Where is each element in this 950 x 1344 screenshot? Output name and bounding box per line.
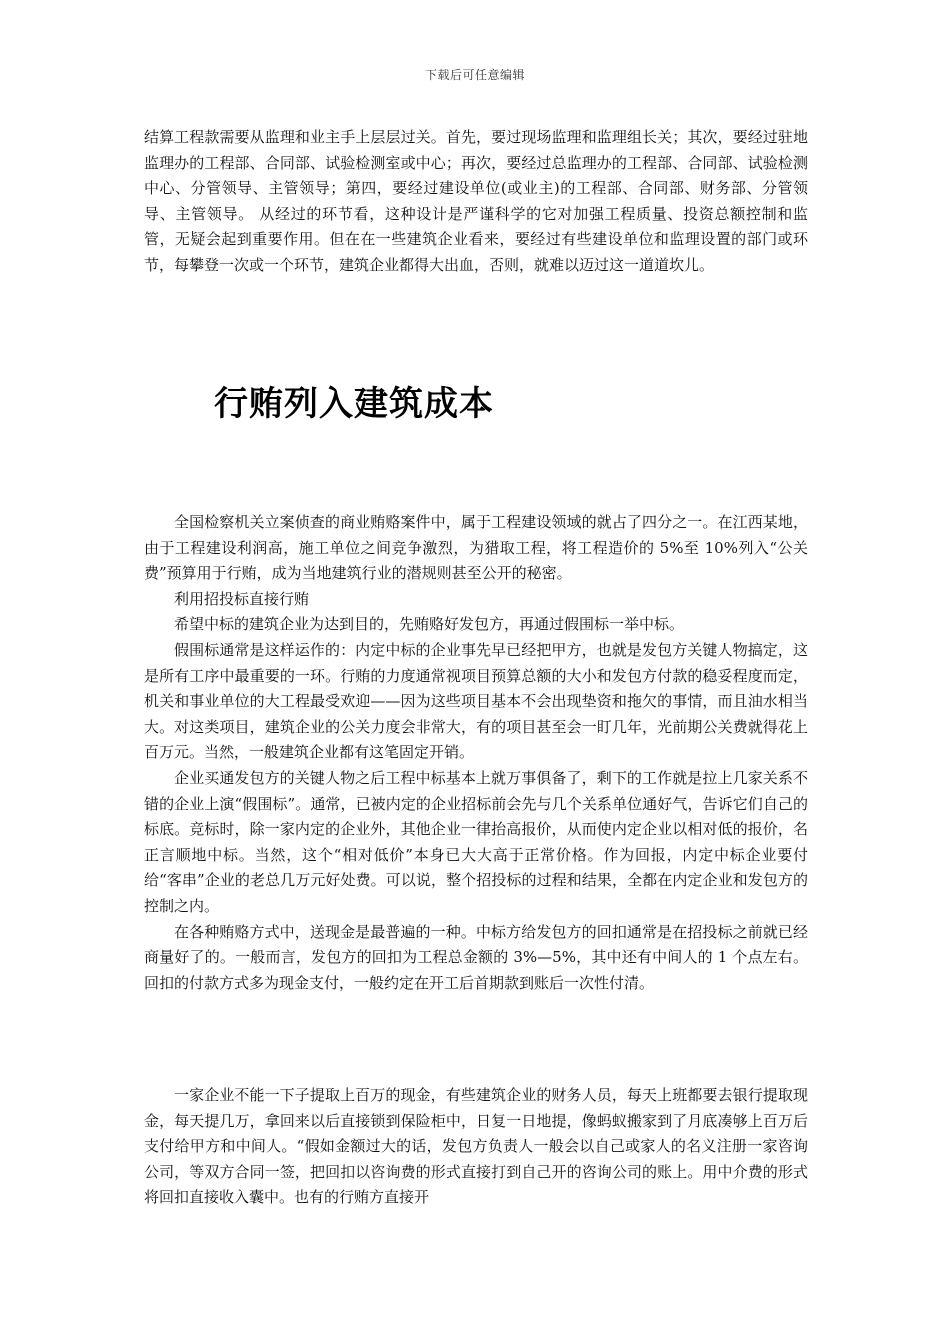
paragraph: 假围标通常是这样运作的：内定中标的企业事先早已经把甲方，也就是发包方关键人物搞定，这是所有工序中最重要的一环。行贿的力度通常视项目预算总额的大小和发包方付款的稳妥程度而定，机关和事业单位的大工程最受欢迎——因为这些项目基本不会出现垫资和拖欠的事情，而且油水相当大。对这类项目，建筑企业的公关力度会非常大，有的项目甚至会一盯几年，光前期公关费就得花上百万元。当然，一般建筑企业都有这笔固定开销。 — [144, 640, 808, 762]
paragraph: 希望中标的建筑企业为达到目的，先贿赂好发包方，再通过假围标一举中标。 — [174, 615, 685, 634]
section-title: 行贿列入建筑成本 — [214, 384, 494, 424]
section-body — [144, 510, 808, 996]
subheading-paragraph: 利用招投标直接行贿 — [174, 589, 310, 608]
closing-paragraph: 一家企业不能一下子提取上百万的现金，有些建筑企业的财务人员，每天上班都要去银行提取现金，每天提几万，拿回来以后直接锁到保险柜中，日复一日地提，像蚂蚁搬家到了月底凑够上百万后支付给甲方和中间人。“假如金额过大的话，发包方负责人一般会以自己或家人的名义注册一家咨询公司，等双方合同一签，把回扣以咨询费的形式直接打到自己开的咨询公司的账上。用中介费的形式将回扣直接收入囊中。也有的行贿方直接开 — [144, 1086, 808, 1207]
paragraph: 企业买通发包方的关键人物之后工程中标基本上就万事俱备了，剩下的工作就是拉上几家关系不错的企业上演“假围标”。通常，已被内定的企业招标前会先与几个关系单位通好气，告诉它们自己的标底。竞标时，除一家内定的企业外，其他企业一律抬高报价，从而使内定企业以相对低的报价，名正言顺地中标。当然，这个“相对低价”本身已大大高于正常价格。作为回报，内定中标企业要付给“客串”企业的老总几万元好处费。可以说，整个招投标的过程和结果，全都在内定企业和发包方的控制之内。 — [144, 768, 808, 915]
paragraph: 在各种贿赂方式中，送现金是最普遍的一种。中标方给发包方的回扣通常是在招投标之前就已经商量好了的。一般而言，发包方的回扣为工程总金额的 3%—5%，其中还有中间人的 1 个点左右。回扣的付款方式多为现金支付，一般约定在开工后首期款到账后一次性付清。 — [144, 922, 808, 992]
intro-section — [144, 125, 808, 279]
paragraph: 全国检察机关立案侦查的商业贿赂案件中，属于工程建设领域的就占了四分之一。在江西某地，由于工程建设利润高，施工单位之间竞争激烈，为猎取工程，将工程造价的 5%至 10%列入“公关费”预算用于行贿，成为当地建筑行业的潜规则甚至公开的秘密。 — [144, 513, 808, 583]
page-header: 下载后可任意编辑 — [424, 68, 525, 82]
closing-section — [144, 1083, 808, 1211]
intro-paragraph: 结算工程款需要从监理和业主手上层层过关。首先，要过现场监理和监理组长关；其次，要经过驻地监理办的工程部、合同部、试验检测室或中心；再次，要经过总监理办的工程部、合同部、试验检测中心、分管领导、主管领导；第四，要经过建设单位(或业主)的工程部、合同部、财务部、分管领导、主管领导。 从经过的环节看，这种设计是严谨科学的它对加强工程质量、投资总额控制和监管，无疑会起到重要作用。但在在一些建筑企业看来，要经过有些建设单位和监理设置的部门或环节，每攀登一次或一个环节，建筑企业都得大出血，否则，就难以迈过这一道道坎儿。 — [144, 128, 808, 274]
